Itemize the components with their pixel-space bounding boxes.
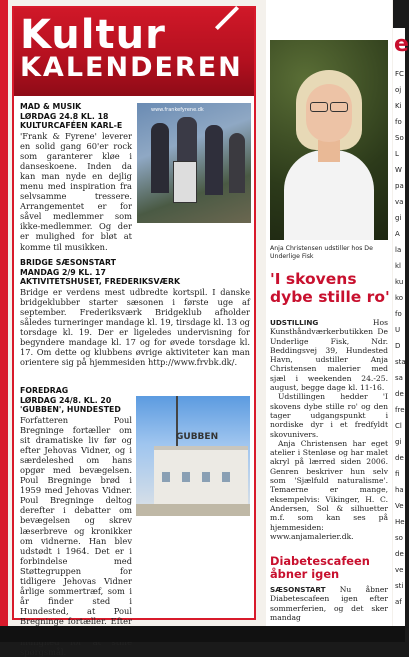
middle-column [266, 0, 392, 626]
banner-title-line1: Kultur [20, 12, 166, 58]
right-fragment-text: A [395, 230, 400, 238]
pen-icon [215, 6, 239, 30]
right-fragment-text: ha [395, 486, 404, 494]
page-edge-red-bar [0, 0, 8, 626]
right-column-fragment [393, 0, 409, 626]
right-fragment-text: pa [395, 182, 404, 190]
article-paragraph: Anja Christensen har eget atelier i Stenløse og har malet akryl på lærred siden 2006. Genren beskriver hun selv som 'Sjælfuld naturalisme'. Temaerne er mange, eksempelvis: Vikinger, H. C. Andersen, Sol & silhuetter m.f. som kan ses på hjemmesiden: www.anjamalerier.dk. [270, 438, 388, 541]
article-paragraph: Hos Kunsthåndværkerbutikken De Underlige Fisk, Ndr. Beddingsvej 39, Hundested Havn, udstiller Anja Christensen malerier med sjæl i weekenden 24.-25. august, begge dage kl. 11-16. [270, 318, 388, 393]
right-fragment-text: fi [395, 470, 400, 478]
right-fragment-text: sti [395, 582, 404, 590]
right-fragment-text: U [395, 326, 401, 334]
right-fragment-text: la [395, 246, 402, 254]
article-paragraph: Nu åbner Diabetescafeen igen efter sommerferien, og det sker mandag [270, 585, 388, 622]
photo-caption: Anja Christensen udstiller hos De Underlige Fisk [270, 245, 373, 260]
bottom-bar [0, 626, 405, 642]
right-fragment-heading: e [394, 32, 409, 57]
right-fragment-text: Cl [395, 422, 402, 430]
article-title-2: Diabetescafeen åbner igen [270, 554, 370, 581]
right-fragment-text: de [395, 390, 404, 398]
kultur-kalender-banner [14, 8, 254, 96]
event-head-line: LØRDAG 24.8 KL. 18 [20, 111, 109, 121]
article-body [270, 318, 388, 541]
right-fragment-text: He [395, 518, 405, 526]
event-head-line: AKTIVITETSHUSET, FREDERIKSVÆRK [20, 277, 181, 286]
right-fragment-text: so [395, 534, 403, 542]
gubben-sign: GUBBEN [176, 432, 219, 442]
right-fragment-text: de [395, 550, 404, 558]
right-fragment-text: kl [395, 262, 401, 270]
right-fragment-text: sa [395, 374, 403, 382]
anja-christensen-portrait [270, 40, 388, 240]
event-head-line: LØRDAG 24/8. KL. 20 [20, 395, 112, 405]
right-fragment-text: Ki [395, 102, 402, 110]
event-head-line: MAD & MUSIK [20, 102, 82, 111]
right-fragment-text: gi [395, 214, 402, 222]
event-head-line: BRIDGE SÆSONSTART [20, 258, 116, 267]
right-fragment-text: Ve [395, 502, 404, 510]
event-head-line: KULTURCAFÉEN KARL-E [20, 121, 123, 130]
event-foredrag [20, 386, 250, 657]
event-body: Forfatteren Poul Bregninge fortæller om sit dramatiske liv før og efter Jehovas Vidner, og i særdeleshed om hans opgør med bevægelsen. Poul Bregninge brød i 1959 med Jehovas Vidner. Poul Bregninge deltog derefter i debatter om bevægelsen og skrev læserbreve og kronikker om vidnerne. Han blev udstødt i 1964. Det er i forbindelse med Støttegruppen for tidligere Jehovas Vidner årlige sommertræf, som i år finder sted i Hundested, at Poul Bregninge fortæller. Efter spørgsmål. [20, 414, 132, 657]
right-fragment-text: oj [395, 86, 402, 94]
article-tag: UDSTILLING [270, 318, 319, 327]
right-fragment-text: gi [395, 438, 402, 446]
banner-title-line2: KALENDEREN [20, 52, 243, 83]
article-paragraph: Udstillingen hedder 'I skovens dybe stille ro' og den tager udgangspunkt i nordiske dyr i et fredfyldt skovunivers. [270, 392, 388, 439]
right-fragment-text: So [395, 134, 404, 142]
right-fragment-text: L [395, 150, 399, 158]
right-fragment-text: fo [395, 310, 402, 318]
right-fragment-text: ve [395, 566, 404, 574]
right-fragment-text: D [395, 342, 401, 350]
event-body: Bridge er verdens mest udbredte kortspil. I danske bridgeklubber starter sæsonen i første uge af september. Frederiksværk Bridgeklub afholder således turneringer mandage kl. 19, tirsdage kl. 13 og torsdage kl. 19. Der er ligeledes undervisning for begyndere mandage kl. 17 og for øvede torsdage kl. 17. Om dette og klubbens øvrige aktiviteter kan man orientere sig på hjemmesiden http://www.frvbk.dk/. [20, 286, 250, 368]
event-bridge [20, 258, 250, 367]
article-tag: SÆSONSTART [270, 585, 326, 594]
right-fragment-text: FC [395, 70, 404, 78]
right-fragment-text: ko [395, 294, 404, 302]
event-head-line: 'GUBBEN', HUNDESTED [20, 405, 121, 414]
right-fragment-text: fre [395, 406, 405, 414]
right-fragment-text: sta [395, 358, 406, 366]
right-fragment-text: fo [395, 118, 402, 126]
kultur-kalender-column [12, 6, 256, 657]
right-fragment-text: af [395, 598, 402, 606]
right-fragment-text: va [395, 198, 404, 206]
event-body: 'Frank & Fyrene' leverer en solid gang 60'er rock som garanterer kløe i danseskoene. Inden da kan man nyde en dejlig menu med inspiration fra selvsamme tressere. Arrangementet er for såvel medlemmer som ikke-medlemmer. Og der er mulighed for bløt at komme til musikken. [20, 130, 132, 252]
right-fragment-text: W [395, 166, 402, 174]
right-fragment-text: de [395, 454, 404, 462]
event-mad-musik [20, 102, 250, 252]
event-head-line: MANDAG 2/9 KL. 17 [20, 267, 106, 277]
article-body-2 [270, 585, 388, 622]
right-fragment-text: ku [395, 278, 404, 286]
article-title: 'I skovens dybe stille ro' [270, 270, 390, 306]
event-head-line: FOREDRAG [20, 386, 69, 395]
band-photo-url: www.frankefyrene.dk [151, 107, 204, 113]
